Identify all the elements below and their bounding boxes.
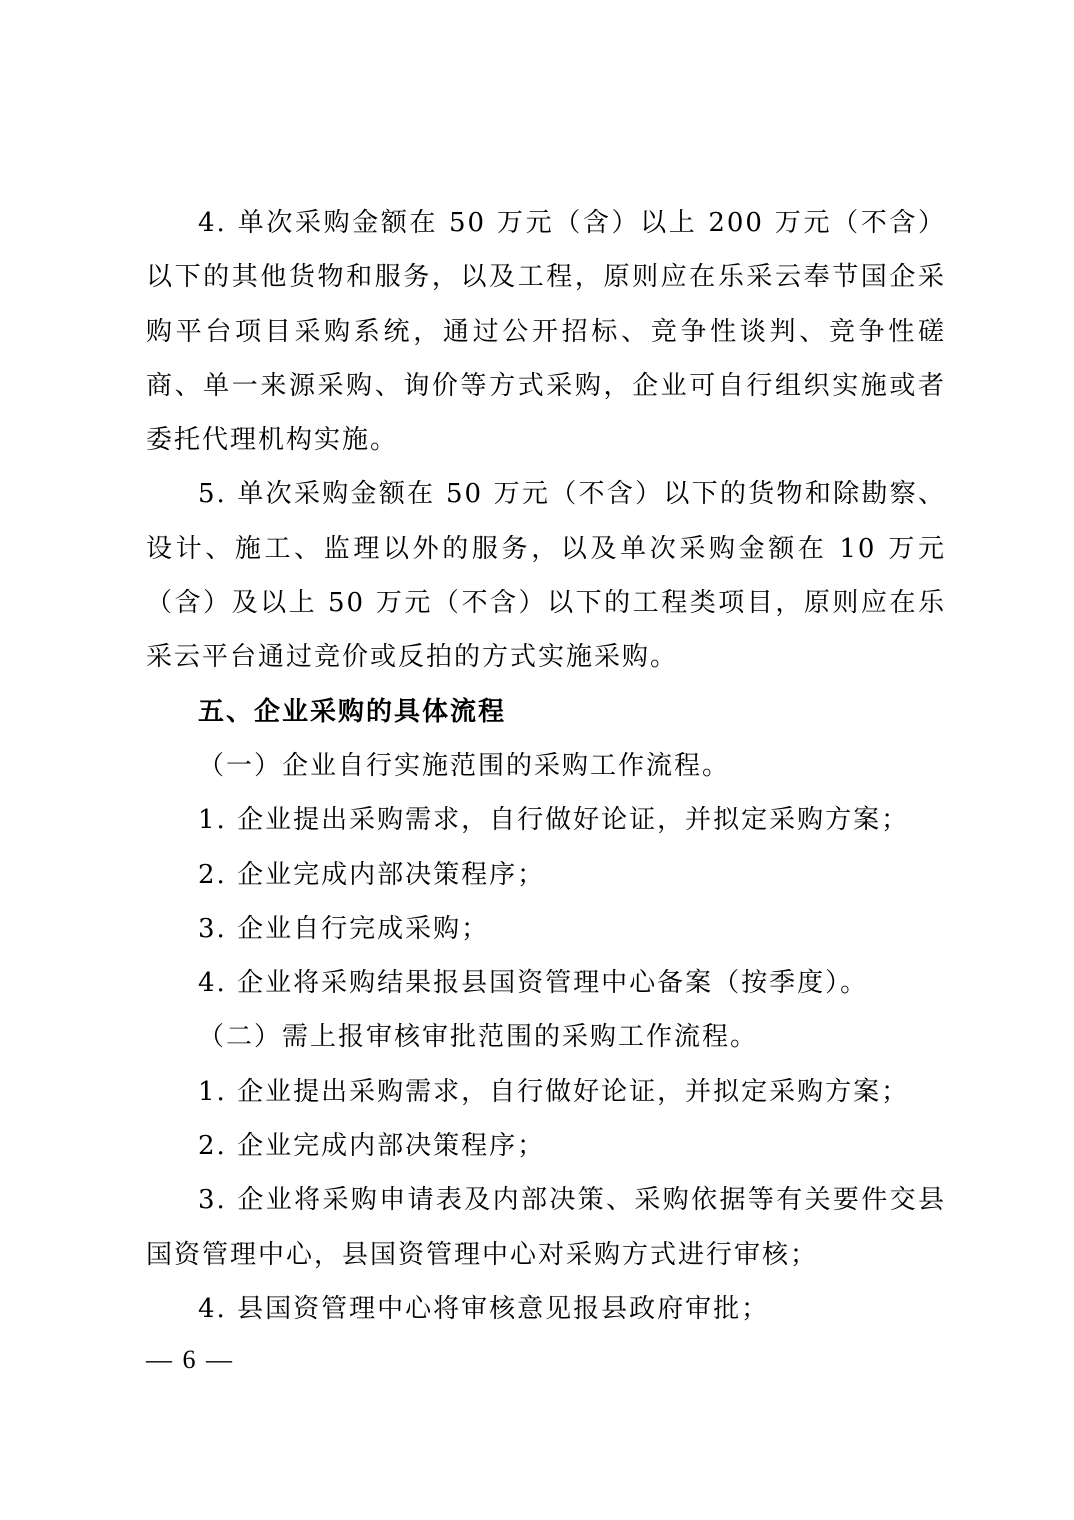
paragraph-purchase-rule-5: 5. 单次采购金额在 50 万元（不含）以下的货物和除勘察、设计、施工、监理以外的服务，以及单次采购金额在 10 万元（含）及以上 50 万元（不含）以下的工程类项目，原则应在乐采云平台通过竞价或反拍的方式实施采购。 xyxy=(146,479,946,673)
list-item-self-step-3: 3. 企业自行完成采购； xyxy=(198,913,490,944)
list-item-self-step-1: 1. 企业提出采购需求，自行做好论证，并拟定采购方案； xyxy=(198,805,910,836)
subheading-self-implemented-process: （一）企业自行实施范围的采购工作流程。 xyxy=(198,750,731,781)
list-item-self-step-2: 2. 企业完成内部决策程序； xyxy=(198,859,546,890)
list-item-approval-step-3: 3. 企业将采购申请表及内部决策、采购依据等有关要件交县国资管理中心，县国资管理中心对采购方式进行审核； xyxy=(146,1185,946,1270)
page-number: — 6 — xyxy=(146,1345,234,1374)
body-text xyxy=(146,196,946,1336)
list-item-approval-step-2: 2. 企业完成内部决策程序； xyxy=(198,1131,546,1162)
list-item-approval-step-1: 1. 企业提出采购需求，自行做好论证，并拟定采购方案； xyxy=(198,1076,910,1107)
section-heading-procurement-process: 五、企业采购的具体流程 xyxy=(198,696,507,727)
list-item-approval-step-4: 4. 县国资管理中心将审核意见报县政府审批； xyxy=(198,1293,770,1324)
paragraph-purchase-rule-4: 4. 单次采购金额在 50 万元（含）以上 200 万元（不含）以下的其他货物和服务，以及工程，原则应在乐采云奉节国企采购平台项目采购系统，通过公开招标、竞争性谈判、竞争性磋商、单一来源采购、询价等方式采购，企业可自行组织实施或者委托代理机构实施。 xyxy=(146,208,946,456)
list-item-self-step-4: 4. 企业将采购结果报县国资管理中心备案（按季度）。 xyxy=(198,968,869,999)
subheading-approval-process: （二）需上报审核审批范围的采购工作流程。 xyxy=(198,1022,759,1053)
